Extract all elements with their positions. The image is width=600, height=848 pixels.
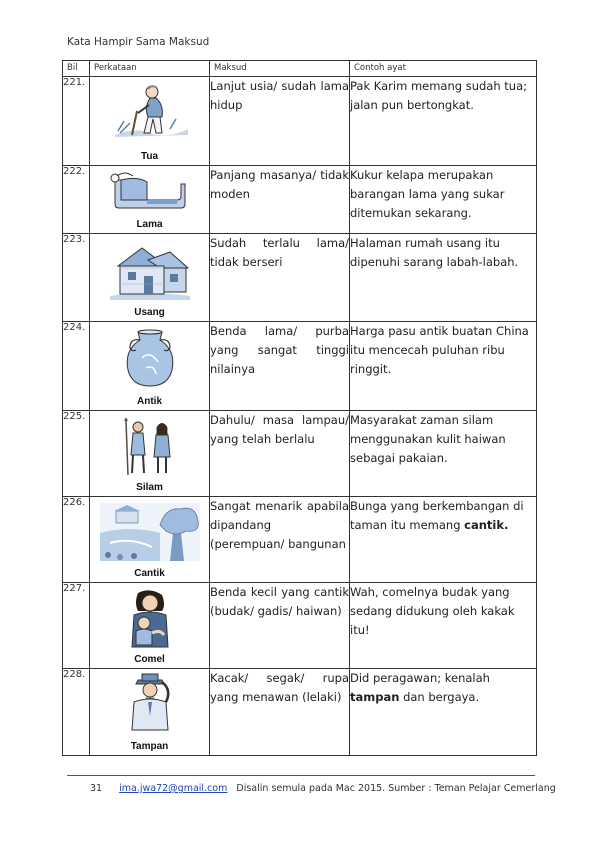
example-cell — [350, 497, 537, 583]
word-cell — [90, 77, 210, 166]
girl-holding-child-icon — [122, 589, 178, 649]
example-text-end: dan bergaya. — [399, 690, 480, 704]
handsome-man-icon — [122, 672, 178, 732]
meaning-cell: Dahulu/ masa lampau/ yang telah berlalu — [210, 411, 350, 497]
example-highlight: tampan — [350, 690, 400, 704]
word-cell — [90, 411, 210, 497]
row-number: 222. — [63, 166, 90, 234]
word-cell — [90, 669, 210, 756]
word-cell — [90, 322, 210, 411]
table-row — [63, 497, 537, 583]
row-number: 223. — [63, 234, 90, 322]
example-text: Did peragawan; kenalah — [350, 671, 490, 685]
footer-note: Disalin semula pada Mac 2015. Sumber : Teman Pelajar Cemerlang — [236, 783, 556, 794]
meaning-cell: Sangat menarik apabila dipandang (perempuan/ bangunan — [210, 497, 350, 583]
word-cell — [90, 497, 210, 583]
column-header-perkataan: Perkataan — [90, 61, 210, 77]
meaning-cell: Lanjut usia/ sudah lama hidup — [210, 77, 350, 166]
example-cell — [350, 166, 537, 234]
row-number: 225. — [63, 411, 90, 497]
table-row — [63, 234, 537, 322]
word-label: Lama — [136, 219, 163, 230]
column-header-bil: Bil — [63, 61, 90, 77]
row-number: 226. — [63, 497, 90, 583]
vocabulary-table — [62, 60, 537, 756]
old-man-with-cane-icon — [110, 83, 190, 139]
word-label: Comel — [134, 654, 165, 665]
email-link[interactable]: ima.jwa72@gmail.com — [119, 783, 228, 794]
footer-divider — [67, 775, 535, 776]
column-header-contoh-ayat: Contoh ayat — [350, 61, 537, 77]
table-row — [63, 166, 537, 234]
word-label: Tua — [140, 151, 159, 162]
coconut-scraper-icon — [107, 170, 193, 210]
antique-vase-icon — [120, 328, 180, 390]
example-text: Kukur kelapa merupakan barangan lama yang sukar ditemukan sekarang. — [350, 168, 505, 220]
word-label: Cantik — [134, 568, 165, 579]
table-row — [63, 411, 537, 497]
example-cell — [350, 77, 537, 166]
table-row — [63, 322, 537, 411]
page-footer — [90, 783, 556, 794]
ancient-people-icon — [118, 417, 182, 477]
example-cell — [350, 234, 537, 322]
example-text: Masyarakat zaman silam menggunakan kulit haiwan sebagai pakaian. — [350, 413, 506, 465]
page-number: 31 — [90, 783, 103, 794]
example-text: Wah, comelnya budak yang sedang didukung oleh kakak itu! — [350, 585, 515, 637]
table-row — [63, 583, 537, 669]
table-header-row — [63, 61, 537, 77]
row-number: 228. — [63, 669, 90, 756]
row-number: 221. — [63, 77, 90, 166]
table-row — [63, 669, 537, 756]
meaning-cell: Sudah terlalu lama/ tidak berseri — [210, 234, 350, 322]
table-row — [63, 77, 537, 166]
row-number: 224. — [63, 322, 90, 411]
word-label: Antik — [137, 396, 162, 407]
page-header: Kata Hampir Sama Maksud — [67, 36, 210, 48]
example-cell — [350, 669, 537, 756]
word-cell — [90, 234, 210, 322]
meaning-cell: Kacak/ segak/ rupa yang menawan (lelaki) — [210, 669, 350, 756]
word-label: Tampan — [130, 741, 169, 752]
example-highlight: cantik. — [464, 518, 509, 532]
example-cell — [350, 411, 537, 497]
old-house-icon — [108, 240, 192, 302]
word-cell — [90, 166, 210, 234]
example-cell — [350, 583, 537, 669]
column-header-maksud: Maksud — [210, 61, 350, 77]
example-text: Pak Karim memang sudah tua; jalan pun bertongkat. — [350, 79, 528, 112]
garden-scenery-icon — [100, 503, 200, 561]
example-text: Bunga yang berkembangan di taman itu memang — [350, 499, 524, 532]
example-text: Harga pasu antik buatan China itu mencecah puluhan ribu ringgit. — [350, 324, 529, 376]
word-label: Silam — [136, 482, 163, 493]
meaning-cell: Benda lama/ purba yang sangat tinggi nilainya — [210, 322, 350, 411]
meaning-cell: Panjang masanya/ tidak moden — [210, 166, 350, 234]
row-number: 227. — [63, 583, 90, 669]
example-text: Halaman rumah usang itu dipenuhi sarang labah-labah. — [350, 236, 519, 269]
meaning-cell: Benda kecil yang cantik (budak/ gadis/ haiwan) — [210, 583, 350, 669]
example-cell — [350, 322, 537, 411]
word-cell — [90, 583, 210, 669]
word-label: Usang — [134, 307, 165, 318]
